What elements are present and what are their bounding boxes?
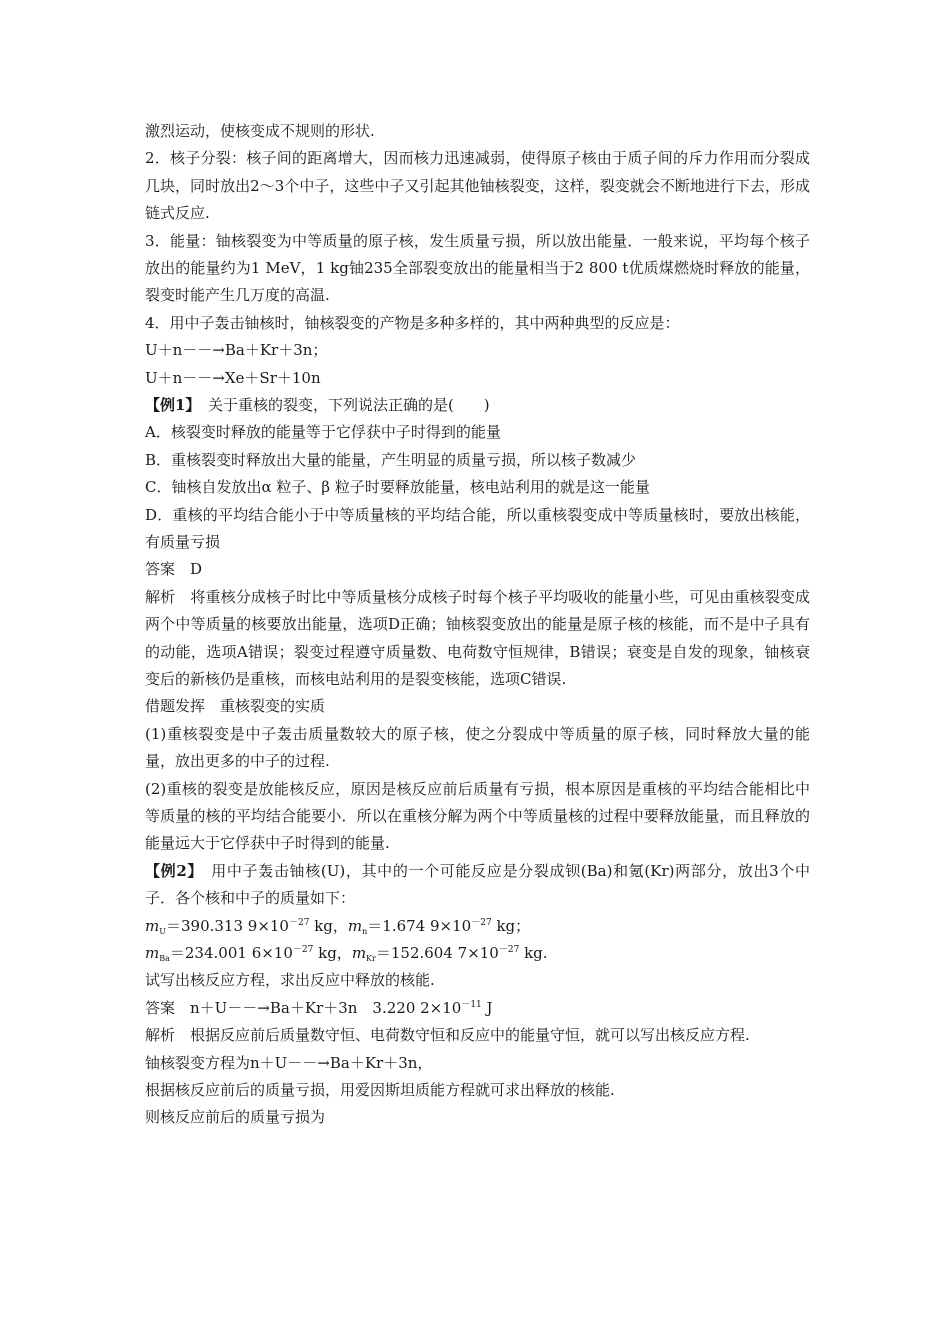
exponent: －27: [498, 945, 520, 956]
exponent: －27: [471, 917, 492, 928]
mass-symbol: m: [351, 944, 367, 963]
text-line: 根据核反应前后的质量亏损，用爱因斯坦质能方程就可求出释放的核能.: [145, 1080, 615, 1099]
mass-value: ＝152.604 7×10: [375, 944, 499, 963]
tip-point-2: (2)重核的裂变是放能核反应，原因是核反应前后质量有亏损，根本原因是重核的平均结合能相比中等质量的核的平均结合能要小．所以在重核分解为两个中等质量核的过程中要释放能量，而且释放的能量远大于它俘获中子时得到的能量.: [145, 779, 810, 853]
mass-value: ＝234.001 6×10: [169, 944, 293, 963]
exponent: －27: [288, 917, 310, 928]
option-d: D．重核的平均结合能小于中等质量核的平均结合能，所以重核裂变成中等质量核时，要放出核能，有质量亏损: [145, 505, 810, 551]
mass-symbol: m: [347, 916, 363, 935]
mass-line-1: [145, 913, 810, 940]
option-c: C．铀核自发放出α 粒子、β 粒子时要释放能量，核电站利用的就是这一能量: [145, 478, 650, 497]
unit: kg；: [491, 916, 531, 935]
example-2-text: 用中子轰击铀核(U)，其中的一个可能反应是分裂成钡(Ba)和氪(Kr)两部分，放出3个中子．各个核和中子的质量如下：: [145, 861, 810, 908]
tip-point-1: (1)重核裂变是中子轰击质量数较大的原子核，使之分裂成中等质量的原子核，同时释放大量的能量，放出更多的中子的过程.: [145, 724, 810, 771]
mass-line-2: [145, 940, 810, 967]
example-1-tag: 【例1】: [145, 396, 193, 414]
example-2-tag: 【例2】: [145, 861, 196, 880]
subscript: U: [159, 926, 166, 936]
tip-title: 借题发挥 重核裂变的实质: [145, 697, 326, 716]
answer-2: [145, 995, 810, 1022]
option-b: B．重核裂变时释放出大量的能量，产生明显的质量亏损，所以核子数减少: [145, 450, 637, 469]
text-line: 4．用中子轰击铀核时，铀核裂变的产物是多种多样的，其中两种典型的反应是：: [145, 313, 680, 332]
unit: kg，: [313, 944, 352, 963]
subscript: Kr: [366, 954, 376, 964]
option-a: A．核裂变时释放的能量等于它俘获中子时得到的能量: [145, 423, 501, 442]
equation-3: 铀核裂变方程为n＋U－－→Ba＋Kr＋3n，: [145, 1053, 433, 1072]
paragraph-nucleon-splitting: 2．核子分裂：核子间的距离增大，因而核力迅速减弱，使得原子核由于质子间的斥力作用而分裂成几块，同时放出2～3个中子，这些中子又引起其他铀核裂变，这样，裂变就会不断地进行下去，形成链式反应.: [145, 149, 810, 223]
unit: J: [481, 998, 493, 1017]
answer-1: 答案 D: [145, 560, 203, 579]
equation-1: U＋n－－→Ba＋Kr＋3n；: [145, 341, 328, 360]
analysis-1: 解析 将重核分成核子时比中等质量核分成核子时每个核子平均吸收的能量小些，可见由重核裂变成两个中等质量的核要放出能量，选项D正确；铀核裂变放出的能量是原子核的核能，而不是中子具有的动能，选项A错误；裂变过程遵守质量数、电荷数守恒规律，B错误；衰变是自发的现象，铀核衰变后的新核仍是重核，而核电站利用的是裂变核能，选项C错误.: [145, 587, 810, 688]
exponent: －11: [461, 999, 482, 1010]
subscript: Ba: [159, 954, 170, 964]
example-1-text: 关于重核的裂变，下列说法正确的是( ): [192, 396, 490, 414]
mass-symbol: m: [145, 944, 160, 963]
unit: kg，: [309, 916, 348, 935]
mass-value: ＝390.313 9×10: [165, 916, 289, 935]
equation-2: U＋n－－→Xe＋Sr＋10n: [145, 368, 321, 387]
subscript: n: [362, 926, 368, 936]
example-2-question: [145, 858, 810, 913]
text-line: 激烈运动，使核变成不规则的形状.: [145, 122, 375, 140]
mass-symbol: m: [145, 916, 160, 935]
analysis-2: 解析 根据反应前后质量数守恒、电荷数守恒和反应中的能量守恒，就可以写出核反应方程.: [145, 1026, 750, 1045]
document-page: [145, 118, 810, 1132]
paragraph-energy: 3．能量：铀核裂变为中等质量的原子核，发生质量亏损，所以放出能量．一般来说，平均每个核子放出的能量约为1 MeV，1 kg铀235全部裂变放出的能量相当于2 800 t优质煤燃烧时释放的能量，裂变时能产生几万度的高温.: [145, 231, 810, 305]
question-prompt: 试写出核反应方程，求出反应中释放的核能.: [145, 971, 435, 990]
text-line: 则核反应前后的质量亏损为: [145, 1108, 326, 1127]
example-1-question: [145, 392, 810, 419]
exponent: －27: [292, 945, 314, 956]
mass-value: ＝1.674 9×10: [367, 916, 472, 935]
answer-2-text: 答案 n＋U－－→Ba＋Kr＋3n 3.220 2×10: [145, 998, 462, 1017]
unit: kg.: [519, 944, 548, 963]
